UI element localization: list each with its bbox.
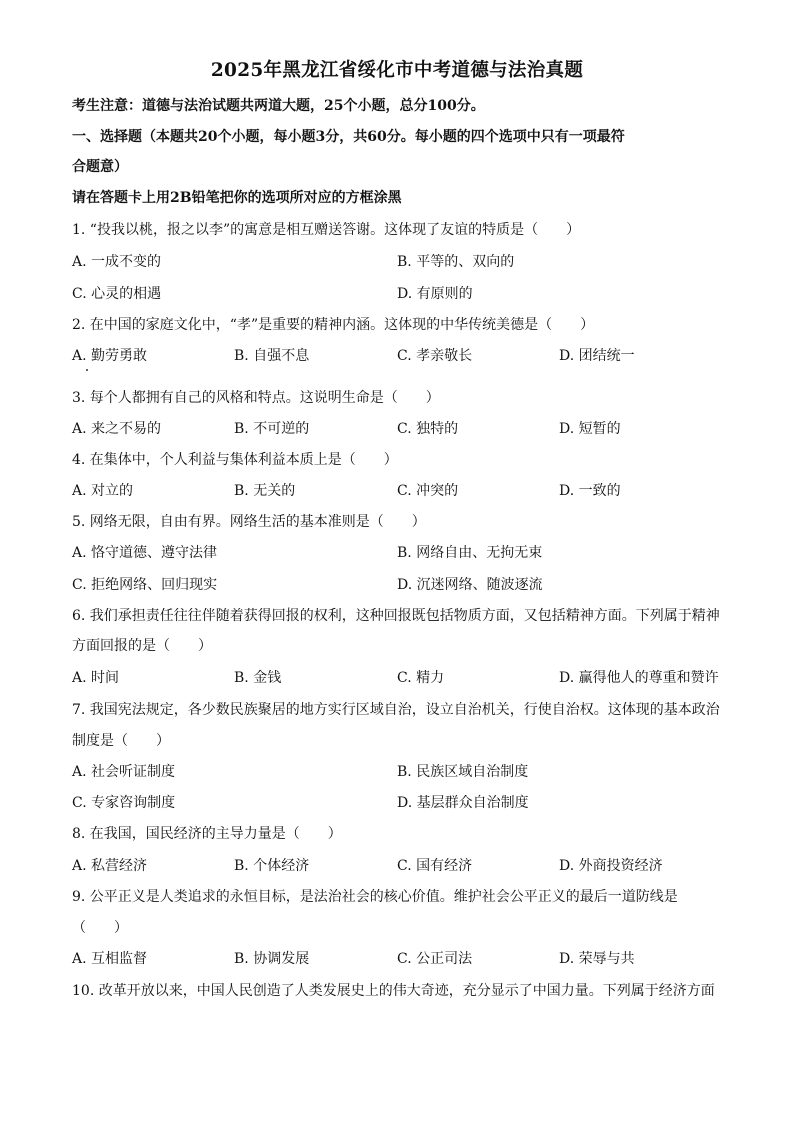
option-a: A. 勤劳勇敢 [72,348,148,364]
question-stem: 6. 我们承担责任往往伴随着获得回报的权利，这种回报既包括物质方面，又包括精神方面。下列属于精神 [72,608,720,624]
option-b: B. 无关的 [234,483,296,499]
option-a: A. 互相监督 [72,951,148,967]
option-d: D. 有原则的 [397,286,473,302]
option-c: C. 心灵的相遇 [72,286,162,302]
instruction-text: 请在答题卡上用2B铅笔把你的选项所对应的方框涂黑 [72,190,402,206]
question-stem: 2. 在中国的家庭文化中，“孝”是重要的精神内涵。这体现的中华传统美德是（ ） [72,317,595,333]
option-b: B. 自强不息 [234,348,310,364]
question-stem: 3. 每个人都拥有自己的风格和特点。这说明生命是（ ） [72,390,440,406]
question-stem: 5. 网络无限，自由有界。网络生活的基本准则是（ ） [72,514,426,530]
option-a: A. 来之不易的 [72,421,162,437]
question-stem-continued: 制度是（ ） [72,733,170,749]
option-b: B. 民族区域自治制度 [397,764,529,780]
option-c: C. 专家咨询制度 [72,795,176,811]
option-c: C. 独特的 [397,421,459,437]
question-stem: 8. 在我国，国民经济的主导力量是（ ） [72,826,342,842]
question-stem: 1. “投我以桃，报之以李”的寓意是相互赠送答谢。这体现了友谊的特质是（ ） [72,222,581,238]
question-stem: 10. 改革开放以来，中国人民创造了人类发展史上的伟大奇迹，充分显示了中国力量。下列属于经济方面 [72,983,715,999]
option-c: C. 孝亲敬长 [397,348,473,364]
option-b: B. 不可逆的 [234,421,310,437]
option-c: C. 国有经济 [397,858,473,874]
option-c: C. 公正司法 [397,951,473,967]
option-a: A. 一成不变的 [72,254,162,270]
option-c: C. 拒绝网络、回归现实 [72,577,218,593]
question-stem: 9. 公平正义是人类追求的永恒目标，是法治社会的核心价值。维护社会公平正义的最后一道防线是 [72,889,678,905]
option-b: B. 个体经济 [234,858,310,874]
question-stem: 4. 在集体中，个人利益与集体利益本质上是（ ） [72,452,398,468]
option-d: D. 外商投资经济 [559,858,663,874]
option-d: D. 基层群众自治制度 [397,795,529,811]
option-c: C. 精力 [397,670,445,686]
section-heading-line1: 一、选择题（本题共20个小题，每小题3分，共60分。每小题的四个选项中只有一项最符 [72,129,625,145]
option-a: A. 私营经济 [72,858,148,874]
option-c: C. 冲突的 [397,483,459,499]
option-a: A. 时间 [72,670,120,686]
option-d: D. 一致的 [559,483,621,499]
notice-text: 考生注意：道德与法治试题共两道大题，25个小题，总分100分。 [72,98,485,114]
section-heading-line2: 合题意） [72,159,128,175]
option-a: A. 恪守道德、遵守法律 [72,545,218,561]
stray-dot [86,369,88,371]
option-b: B. 协调发展 [234,951,310,967]
option-b: B. 金钱 [234,670,282,686]
option-b: B. 网络自由、无拘无束 [397,545,543,561]
option-d: D. 沉迷网络、随波逐流 [397,577,543,593]
option-d: D. 短暂的 [559,421,621,437]
page-title: 2025年黑龙江省绥化市中考道德与法治真题 [210,60,584,81]
option-a: A. 对立的 [72,483,134,499]
option-d: D. 赢得他人的尊重和赞许 [559,670,719,686]
question-stem: 7. 我国宪法规定，各少数民族聚居的地方实行区域自治，设立自治机关，行使自治权。这体现的基本政治 [72,702,720,718]
option-a: A. 社会听证制度 [72,764,176,780]
option-b: B. 平等的、双向的 [397,254,515,270]
question-stem-continued: 方面回报的是（ ） [72,638,212,654]
option-d: D. 荣辱与共 [559,951,635,967]
option-d: D. 团结统一 [559,348,635,364]
question-stem-continued: （ ） [72,920,128,936]
